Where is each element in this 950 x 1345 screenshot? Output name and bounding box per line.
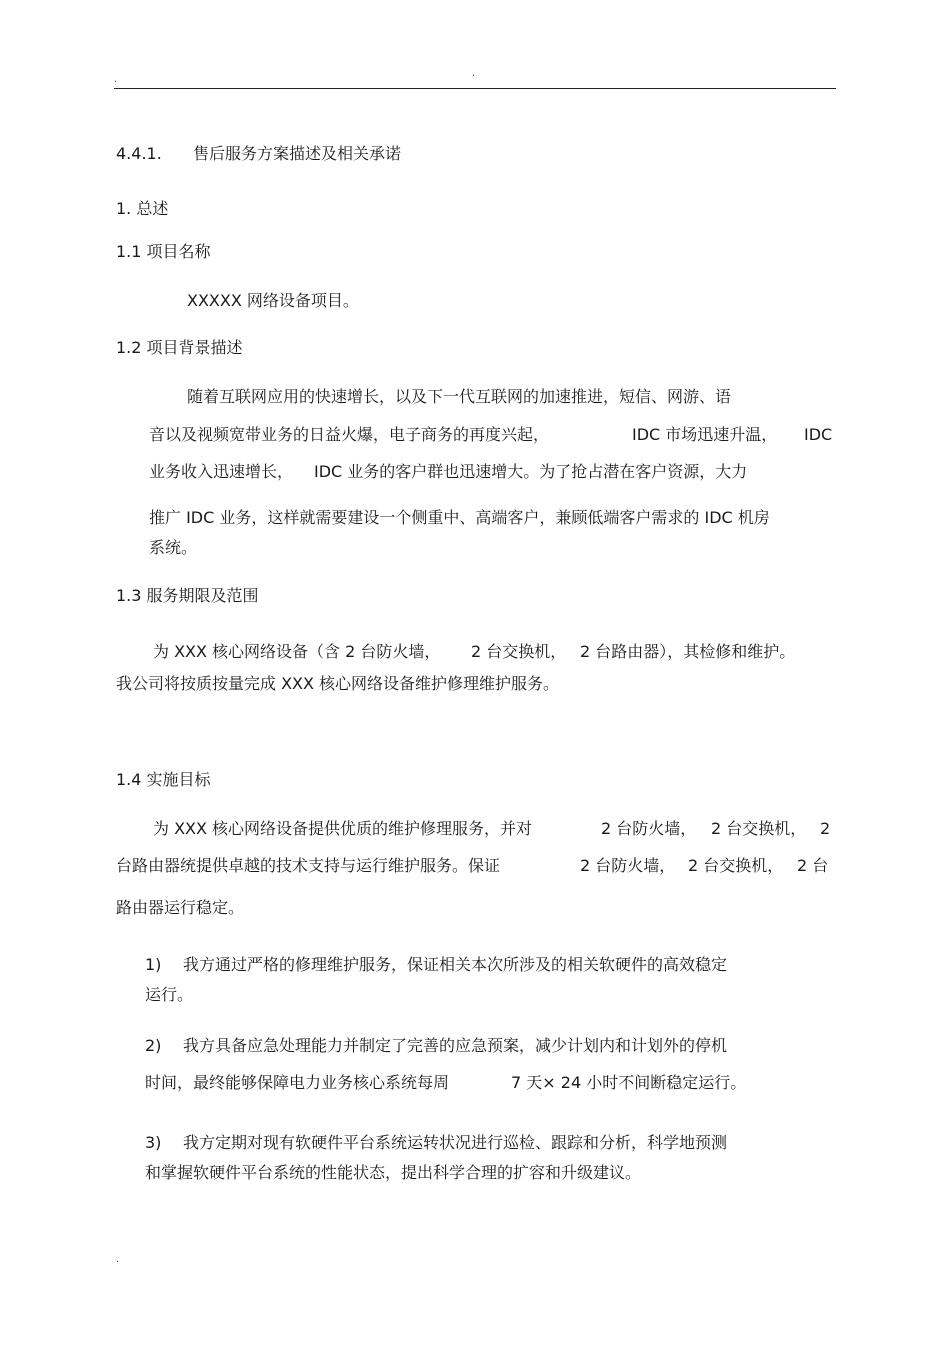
project-name: XXXXX 网络设备项目。	[187, 291, 359, 310]
heading-1-3: 1.3 服务期限及范围	[116, 586, 259, 605]
list-item-line: 时间，最终能够保障电力业务核心系统每周	[145, 1073, 450, 1092]
paragraph-line: 2 台路由器），其检修和维护。	[580, 642, 796, 661]
paragraph-line: IDC 市场迅速升温，	[632, 425, 778, 444]
paragraph-line: 系统。	[149, 538, 198, 557]
heading-1-1: 1.1 项目名称	[116, 242, 211, 261]
section-number: 4.4.1.	[116, 144, 162, 163]
paragraph-line: 2 台防火墙，	[601, 819, 697, 838]
footer-dot: .	[116, 1254, 120, 1265]
heading-1-4: 1.4 实施目标	[116, 770, 211, 789]
list-item-line: 我方通过严格的修理维护服务，保证相关本次所涉及的相关软硬件的高效稳定	[183, 955, 728, 974]
paragraph-line: 为 XXX 核心网络设备提供优质的维护修理服务，并对	[153, 819, 533, 838]
paragraph-line: 台路由器统提供卓越的技术支持与运行维护服务。保证	[116, 856, 501, 875]
paragraph-line: 2 台	[797, 856, 829, 875]
section-title: 售后服务方案描述及相关承诺	[193, 144, 402, 163]
paragraph-line: 路由器运行稳定。	[116, 898, 245, 917]
list-item-line: 和掌握软硬件平台系统的性能状态，提出科学合理的扩容和升级建议。	[145, 1163, 642, 1182]
list-item-line: 我方具备应急处理能力并制定了完善的应急预案，减少计划内和计划外的停机	[183, 1036, 728, 1055]
paragraph-line: 为 XXX 核心网络设备（含 2 台防火墙，	[153, 642, 441, 661]
list-item-number: 3)	[145, 1133, 162, 1152]
paragraph-line: 音以及视频宽带业务的日益火爆，电子商务的再度兴起，	[149, 425, 550, 444]
paragraph-line: IDC 业务的客户群也迅速增大。为了抢占潜在客户资源，大力	[314, 462, 748, 481]
header-center-dot: .	[472, 68, 476, 79]
paragraph-line: 2 台交换机，	[471, 642, 567, 661]
paragraph-line: 业务收入迅速增长，	[149, 462, 294, 481]
heading-1-2: 1.2 项目背景描述	[116, 338, 243, 357]
list-item-line: 运行。	[145, 985, 194, 1004]
paragraph-line: 2 台防火墙，	[580, 856, 676, 875]
paragraph-line: 推广 IDC 业务，这样就需要建设一个侧重中、高端客户，兼顾低端客户需求的 IDC 机房	[149, 508, 770, 527]
header-left-dot: .	[114, 74, 118, 85]
paragraph-line: 2 台交换机，	[711, 819, 807, 838]
list-item-number: 1)	[145, 955, 162, 974]
list-item-line: 7 天× 24 小时不间断稳定运行。	[511, 1073, 747, 1092]
paragraph-line: 我公司将按质按量完成 XXX 核心网络设备维护修理维护服务。	[116, 674, 560, 693]
paragraph-line: 随着互联网应用的快速增长，以及下一代互联网的加速推进，短信、网游、语	[187, 387, 732, 406]
header-rule	[114, 88, 836, 89]
paragraph-line: 2	[820, 819, 831, 838]
paragraph-line: 2 台交换机，	[688, 856, 784, 875]
heading-1: 1. 总述	[116, 199, 169, 218]
list-item-line: 我方定期对现有软硬件平台系统运转状况进行巡检、跟踪和分析，科学地预测	[183, 1133, 728, 1152]
list-item-number: 2)	[145, 1036, 162, 1055]
paragraph-line: IDC	[804, 425, 833, 444]
